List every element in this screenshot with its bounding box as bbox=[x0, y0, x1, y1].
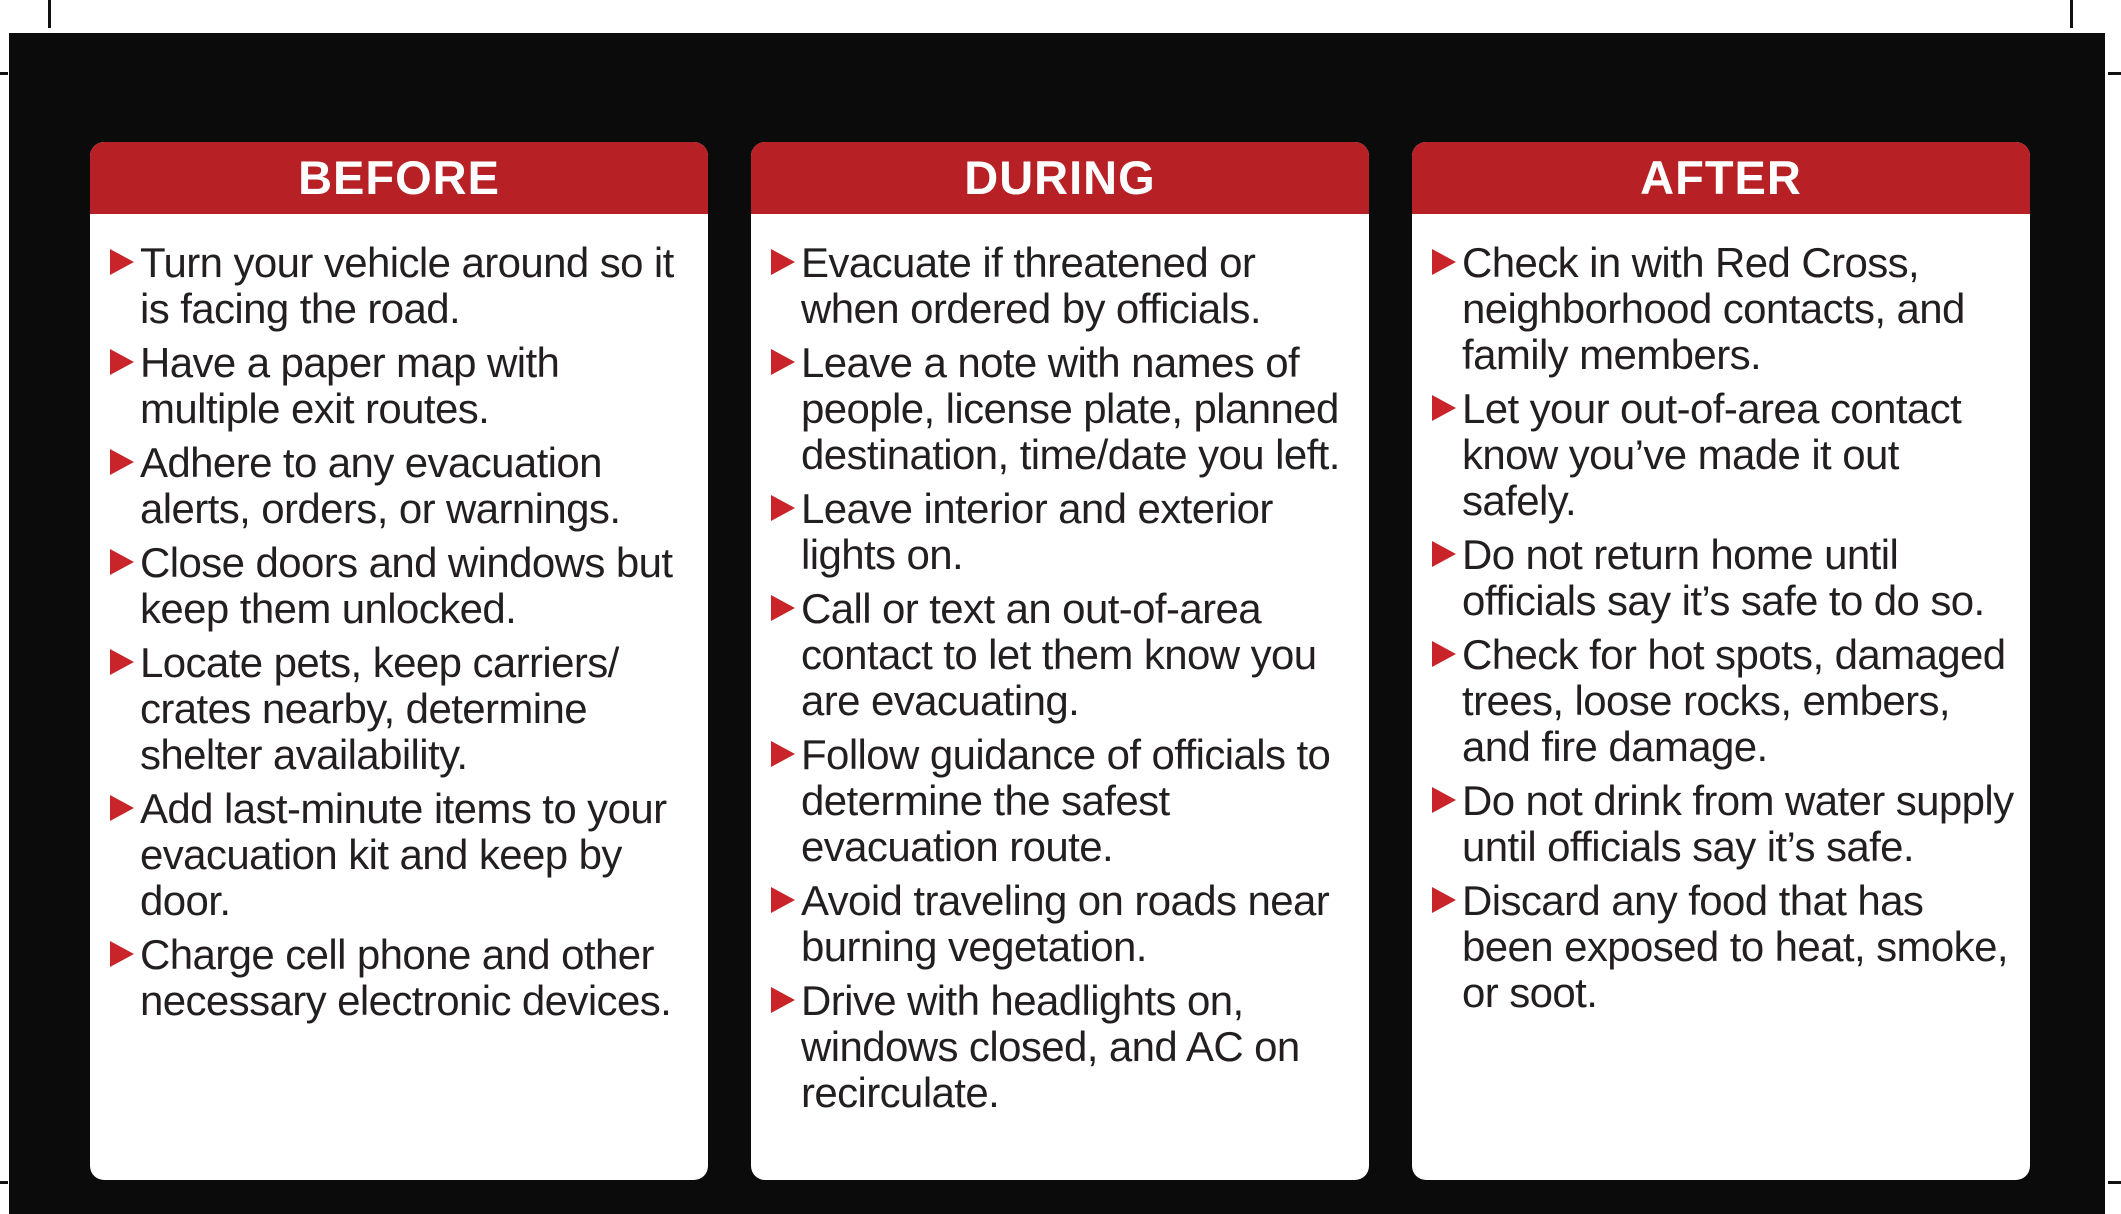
list-item bbox=[110, 240, 696, 332]
card-after-list bbox=[1412, 214, 2030, 1016]
triangle-right-icon bbox=[1432, 787, 1456, 813]
list-item bbox=[771, 486, 1357, 578]
evacuation-panel bbox=[9, 33, 2105, 1214]
list-item-text: Adhere to any evacuation alerts, orders, or warnings. bbox=[140, 439, 621, 532]
triangle-right-icon bbox=[110, 549, 134, 575]
triangle-right-icon bbox=[110, 449, 134, 475]
list-item-text: Do not drink from water supply until officials say it’s safe. bbox=[1462, 777, 2014, 870]
list-item bbox=[1432, 386, 2018, 524]
list-item bbox=[110, 340, 696, 432]
triangle-right-icon bbox=[110, 649, 134, 675]
list-item-text: Let your out-of-area contact know you’ve made it out safely. bbox=[1462, 385, 1962, 524]
list-item-text: Do not return home until officials say it’s safe to do so. bbox=[1462, 531, 1985, 624]
list-item bbox=[1432, 778, 2018, 870]
list-item-text: Avoid traveling on roads near burning vegetation. bbox=[801, 877, 1330, 970]
list-item bbox=[110, 640, 696, 778]
triangle-right-icon bbox=[771, 741, 795, 767]
list-item-text: Add last-minute items to your evacuation kit and keep by door. bbox=[140, 785, 667, 924]
list-item bbox=[1432, 878, 2018, 1016]
card-after bbox=[1412, 142, 2030, 1180]
triangle-right-icon bbox=[771, 349, 795, 375]
list-item-text: Locate pets, keep carriers/ crates nearby, determine shelter availability. bbox=[140, 639, 619, 778]
triangle-right-icon bbox=[1432, 887, 1456, 913]
crop-mark-left-upper bbox=[0, 72, 8, 75]
card-during-list bbox=[751, 214, 1369, 1116]
triangle-right-icon bbox=[1432, 641, 1456, 667]
crop-mark-top-left bbox=[48, 0, 51, 28]
list-item bbox=[771, 340, 1357, 478]
list-item-text: Follow guidance of officials to determine the safest evacuation route. bbox=[801, 731, 1331, 870]
list-item bbox=[1432, 240, 2018, 378]
list-item-text: Check in with Red Cross, neighborhood contacts, and family members. bbox=[1462, 239, 1965, 378]
card-during-title: DURING bbox=[751, 142, 1369, 214]
triangle-right-icon bbox=[1432, 249, 1456, 275]
list-item-text: Close doors and windows but keep them unlocked. bbox=[140, 539, 673, 632]
crop-mark-left-lower bbox=[0, 1181, 8, 1184]
triangle-right-icon bbox=[771, 495, 795, 521]
list-item bbox=[110, 540, 696, 632]
list-item-text: Check for hot spots, damaged trees, loose rocks, embers, and fire damage. bbox=[1462, 631, 2006, 770]
list-item-text: Discard any food that has been exposed to heat, smoke, or soot. bbox=[1462, 877, 2008, 1016]
card-after-title: AFTER bbox=[1412, 142, 2030, 214]
triangle-right-icon bbox=[110, 941, 134, 967]
list-item bbox=[771, 878, 1357, 970]
list-item bbox=[771, 240, 1357, 332]
list-item-text: Leave a note with names of people, license plate, planned destination, time/date you left. bbox=[801, 339, 1340, 478]
crop-mark-right-upper bbox=[2108, 72, 2121, 75]
list-item-text: Leave interior and exterior lights on. bbox=[801, 485, 1273, 578]
list-item-text: Call or text an out-of-area contact to let them know you are evacuating. bbox=[801, 585, 1317, 724]
card-before-list bbox=[90, 214, 708, 1024]
list-item-text: Turn your vehicle around so it is facing the road. bbox=[140, 239, 674, 332]
triangle-right-icon bbox=[110, 349, 134, 375]
list-item bbox=[1432, 532, 2018, 624]
triangle-right-icon bbox=[1432, 541, 1456, 567]
list-item bbox=[771, 978, 1357, 1116]
triangle-right-icon bbox=[771, 887, 795, 913]
list-item bbox=[1432, 632, 2018, 770]
triangle-right-icon bbox=[1432, 395, 1456, 421]
list-item bbox=[110, 786, 696, 924]
list-item bbox=[771, 586, 1357, 724]
triangle-right-icon bbox=[110, 249, 134, 275]
list-item-text: Have a paper map with multiple exit routes. bbox=[140, 339, 560, 432]
list-item-text: Charge cell phone and other necessary electronic devices. bbox=[140, 931, 672, 1024]
triangle-right-icon bbox=[771, 249, 795, 275]
crop-mark-top-right bbox=[2070, 0, 2073, 28]
list-item bbox=[110, 932, 696, 1024]
list-item bbox=[771, 732, 1357, 870]
card-before-title: BEFORE bbox=[90, 142, 708, 214]
list-item-text: Evacuate if threatened or when ordered by officials. bbox=[801, 239, 1261, 332]
triangle-right-icon bbox=[771, 595, 795, 621]
card-during bbox=[751, 142, 1369, 1180]
list-item-text: Drive with headlights on, windows closed, and AC on recirculate. bbox=[801, 977, 1300, 1116]
list-item bbox=[110, 440, 696, 532]
triangle-right-icon bbox=[110, 795, 134, 821]
crop-mark-right-lower bbox=[2108, 1181, 2121, 1184]
triangle-right-icon bbox=[771, 987, 795, 1013]
card-before bbox=[90, 142, 708, 1180]
